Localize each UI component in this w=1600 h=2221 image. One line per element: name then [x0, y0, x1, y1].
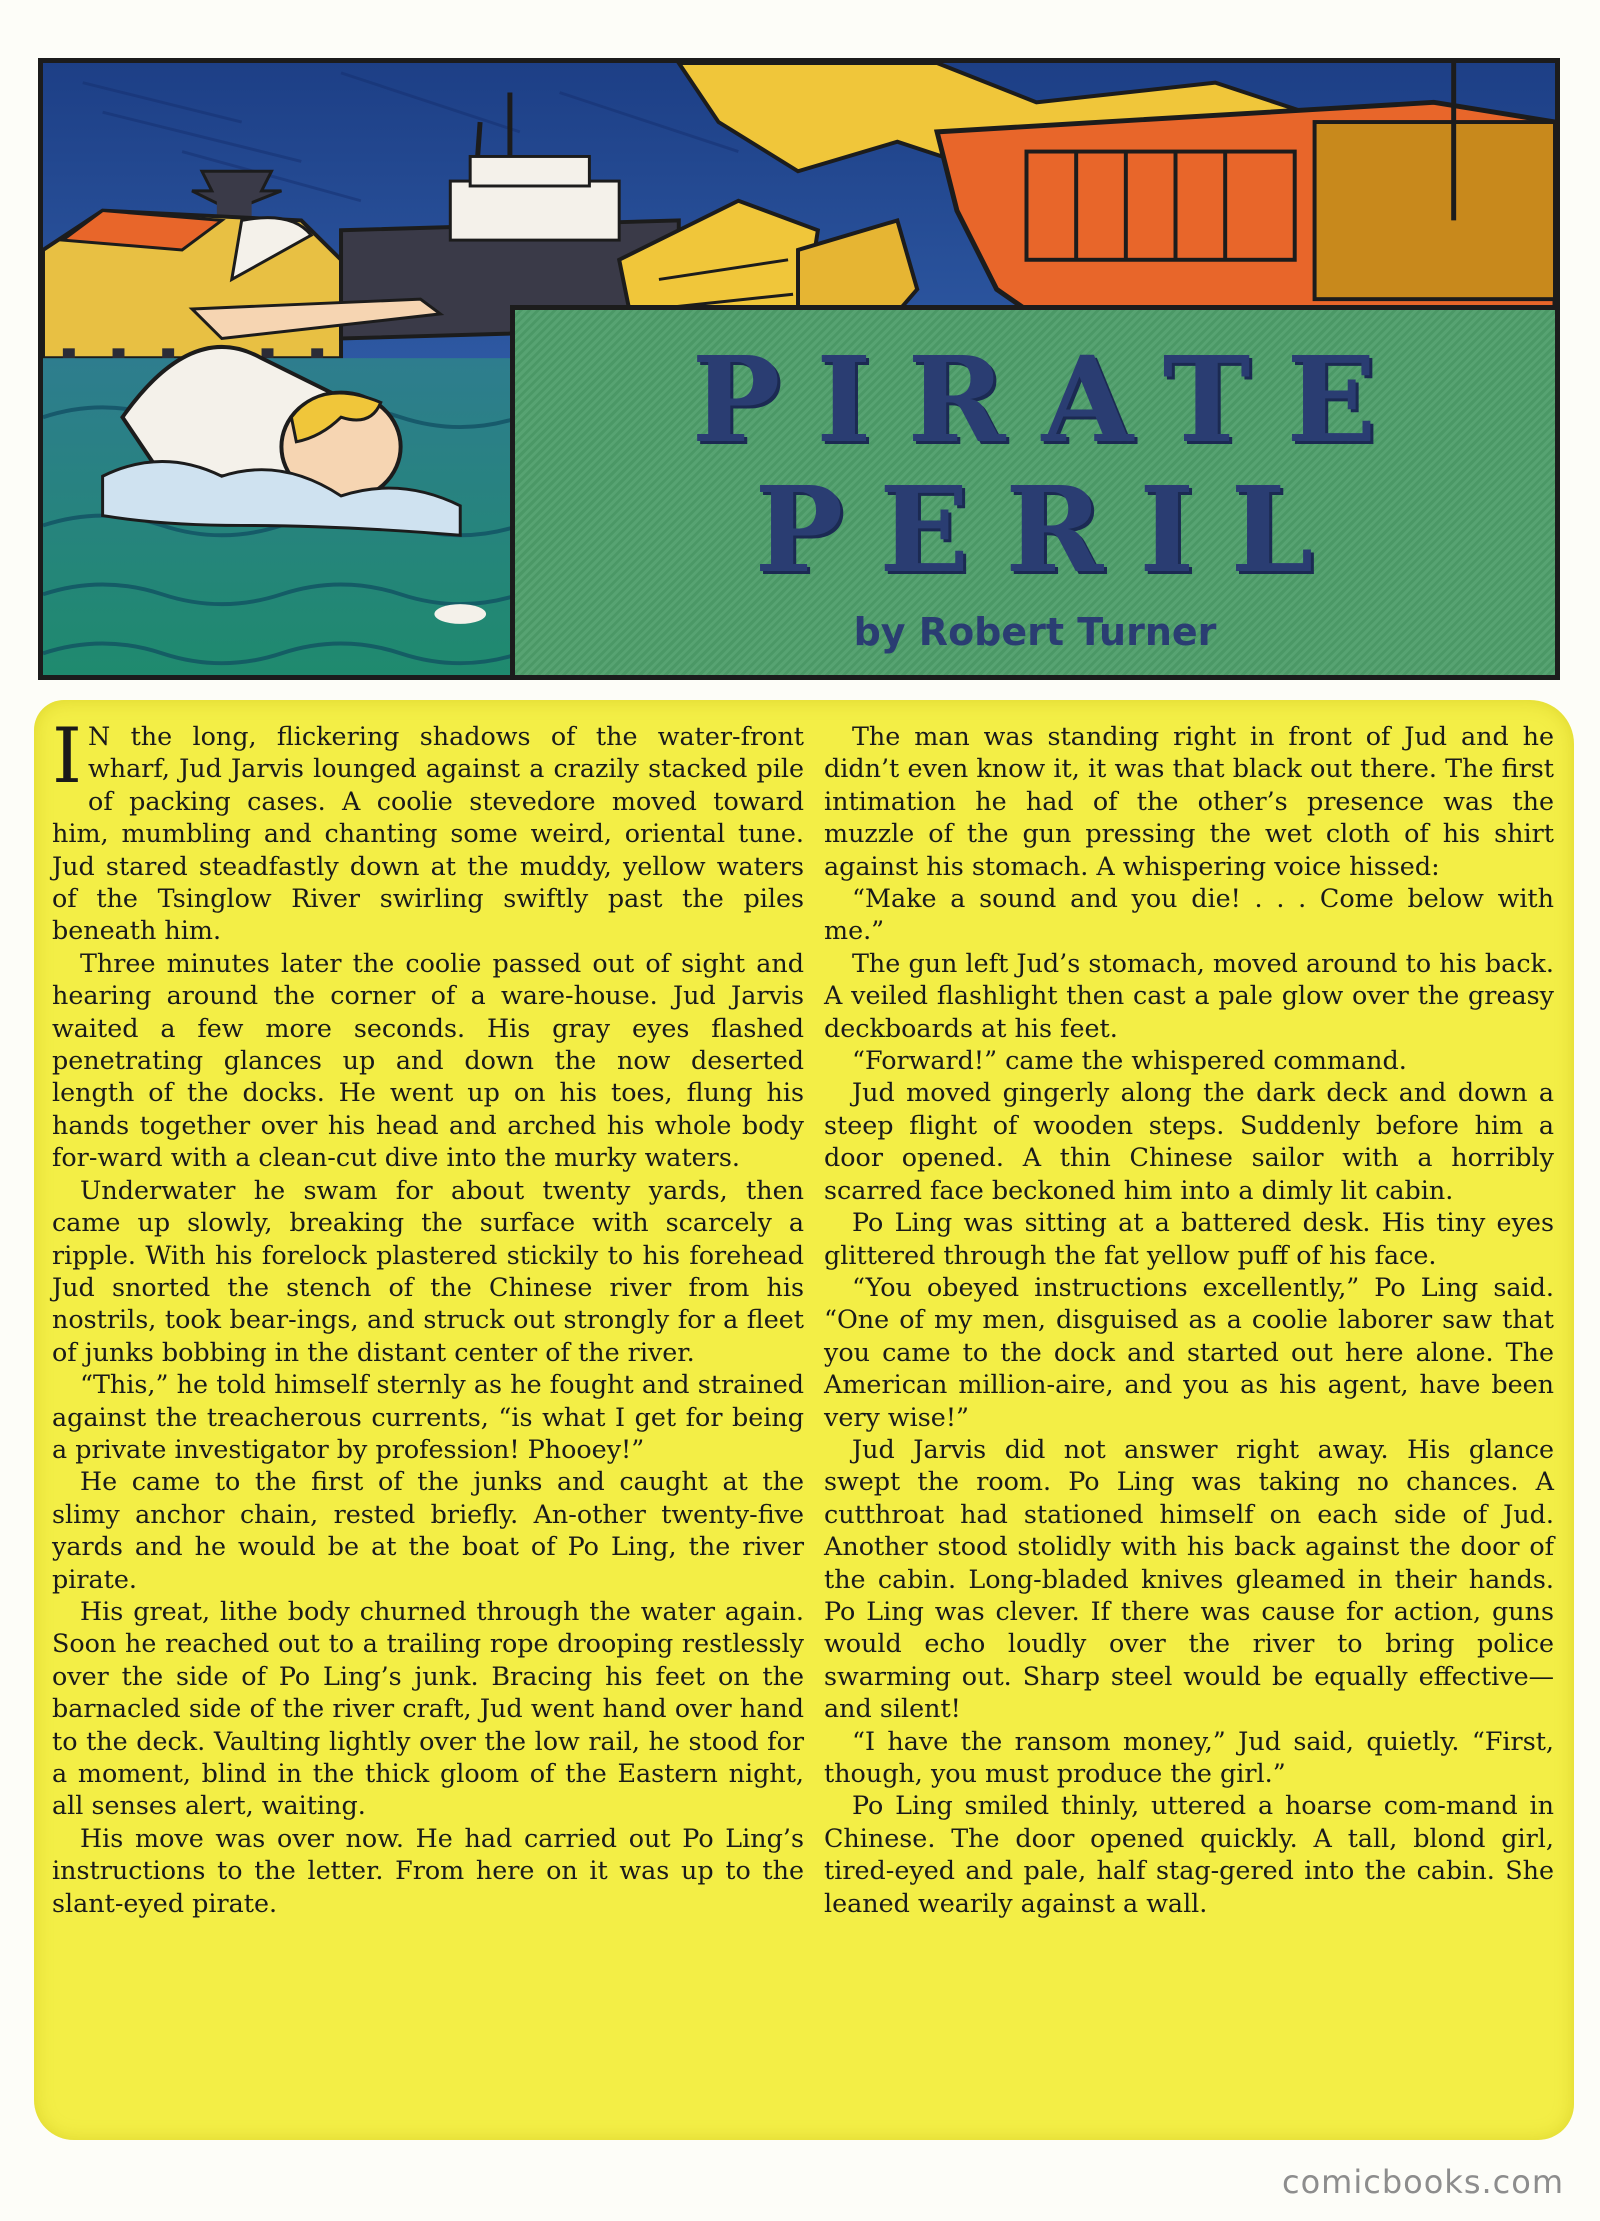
paragraph: Three minutes later the coolie passed out of sight and hearing around the corner of a ware-house. Jud Jarvis waited a few more seconds. His gray eyes flashed penetrating glances up and down the now deserted length of the docks. He went up on his toes, flung his hands together over his head and arched his whole body for-ward with a clean-cut dive into the murky waters. — [52, 947, 804, 1173]
story-text-panel — [34, 700, 1574, 2140]
paragraph-text: N the long, flickering shadows of the water-front wharf, Jud Jarvis lounged against a crazily stacked pile of packing cases. A coolie stevedore moved toward him, mumbling and chanting some weird, oriental tune. Jud stared steadfastly down at the muddy, yellow waters of the Tsinglow River swirling swiftly past the piles beneath him. — [52, 721, 804, 946]
paragraph: His great, lithe body churned through the water again. Soon he reached out to a trailing rope drooping restlessly over the side of Po Ling’s junk. Bracing his feet on the barnacled side of the river craft, Jud went hand over hand to the deck. Vaulting lightly over the low rail, he stood for a moment, blind in the thick gloom of the Eastern night, all senses alert, waiting. — [52, 1595, 804, 1821]
paragraph: Jud Jarvis did not answer right away. His glance swept the room. Po Ling was taking no chances. A cutthroat had stationed himself on each side of Jud. Another stood stolidly with his back against the door of the cabin. Long-bladed knives gleamed in their hands. Po Ling was clever. If there was cause for action, guns would echo loudly over the river to bring police swarming out. Sharp steel would be equally effective—and silent! — [824, 1433, 1554, 1724]
title-panel — [510, 305, 1560, 680]
paragraph: Po Ling smiled thinly, uttered a hoarse com-mand in Chinese. The door opened quickly. A tall, blond girl, tired-eyed and pale, half stag-gered into the cabin. She leaned wearily against a wall. — [824, 1790, 1554, 1918]
site-watermark: comicbooks.com — [1281, 2163, 1564, 2201]
paragraph: The man was standing right in front of Jud and he didn’t even know it, it was that black out there. The first intimation he had of the other’s presence was the muzzle of the gun pressing the wet cloth of his shirt against his stomach. A whispering voice hissed: — [824, 721, 1554, 881]
right-text-column — [824, 720, 1554, 1919]
story-title-line-2: PERIL — [754, 460, 1350, 599]
paragraph: “This,” he told himself sternly as he fought and strained against the treacherous currents, “is what I get for being a private investigator by profession! Phooey!” — [52, 1369, 804, 1464]
paragraph: His move was over now. He had carried out Po Ling’s instructions to the letter. From here on it was up to the slant-eyed pirate. — [52, 1822, 804, 1918]
paragraph: Jud moved gingerly along the dark deck and down a steep flight of wooden steps. Suddenly before him a door opened. A thin Chinese sailor with a horribly scarred face beckoned him into a dimly lit cabin. — [824, 1077, 1554, 1205]
paragraph: “Forward!” came the whispered command. — [852, 1045, 1407, 1076]
paragraph: “I have the ransom money,” Jud said, quietly. “First, though, you must produce the girl.” — [824, 1725, 1554, 1788]
story-byline: by Robert Turner — [853, 610, 1217, 654]
paragraph: He came to the first of the junks and caught at the slimy anchor chain, rested briefly. An-other twenty-five yards and he would be at the boat of Po Ling, the river pirate. — [52, 1466, 804, 1594]
paragraph: “You obeyed instructions excellently,” Po Ling said. “One of my men, disguised as a coolie laborer saw that you came to the dock and started out here alone. The American million-aire, and you as his agent, have been very wise!” — [824, 1271, 1554, 1432]
paragraph: The gun left Jud’s stomach, moved around to his back. A veiled flashlight then cast a pale glow over the greasy deckboards at his feet. — [824, 947, 1554, 1043]
paragraph: Po Ling was sitting at a battered desk. His tiny eyes glittered through the fat yellow puff of his face. — [824, 1207, 1554, 1270]
paragraph: “Make a sound and you die! . . . Come below with me.” — [824, 883, 1554, 946]
paragraph — [52, 711, 804, 947]
paragraph: Underwater he swam for about twenty yards, then came up slowly, breaking the surface with scarcely a ripple. With his forelock plastered stickily to his forehead Jud snorted the stench of the Chinese river from his nostrils, took bear-ings, and struck out strongly for a fleet of junks bobbing in the distant center of the river. — [52, 1174, 804, 1367]
dropcap-letter: I — [52, 711, 83, 800]
left-text-column — [52, 711, 804, 1919]
story-title-line-1: PIRATE — [691, 330, 1413, 469]
